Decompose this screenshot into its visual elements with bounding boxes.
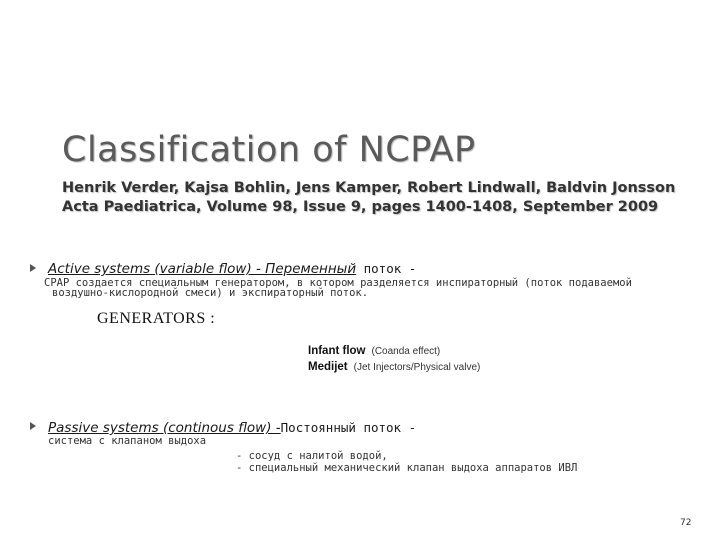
passive-item: - специальный механический клапан выдоха аппаратов ИВЛ	[236, 462, 578, 474]
generator-name: Medijet	[308, 361, 348, 373]
passive-systems-heading-en: Passive systems (continous flow) -	[48, 420, 281, 436]
passive-systems-heading	[48, 420, 416, 436]
authors-line: Henrik Verder, Kajsa Bohlin, Jens Kamper, Robert Lindwall, Baldvin Jonsson	[62, 180, 676, 196]
citation-line: Acta Paediatrica, Volume 98, Issue 9, pages 1400-1408, September 2009	[62, 199, 659, 215]
active-systems-heading	[48, 261, 416, 277]
passive-systems-heading-ru: Постоянный поток -	[280, 420, 417, 435]
slide-title: Classification of NCPAP	[62, 130, 476, 170]
generator-note: (Jet Injectors/Physical valve)	[353, 362, 481, 373]
passive-systems-desc: система с клапаном выдоха	[48, 435, 207, 447]
active-systems-desc-line2: воздушно-кислородной смеси) и экспираторный поток.	[52, 287, 369, 299]
generator-name: Infant flow	[308, 345, 366, 357]
triangle-bullet-icon	[30, 264, 36, 275]
page-number: 72	[680, 518, 692, 528]
generator-item	[308, 355, 480, 374]
triangle-bullet-icon	[30, 422, 36, 433]
active-systems-heading-en: Active systems (variable flow) - Переменный	[48, 261, 357, 277]
passive-item: - сосуд с налитой водой,	[236, 450, 388, 462]
active-systems-heading-ru: поток -	[356, 261, 417, 276]
generator-note: (Coanda effect)	[371, 346, 441, 357]
generators-label: GENERATORS :	[97, 310, 216, 327]
active-systems-desc-line1: CPAP создается специальным генератором, в котором разделяется инспираторный (поток подаваемой	[44, 277, 632, 289]
